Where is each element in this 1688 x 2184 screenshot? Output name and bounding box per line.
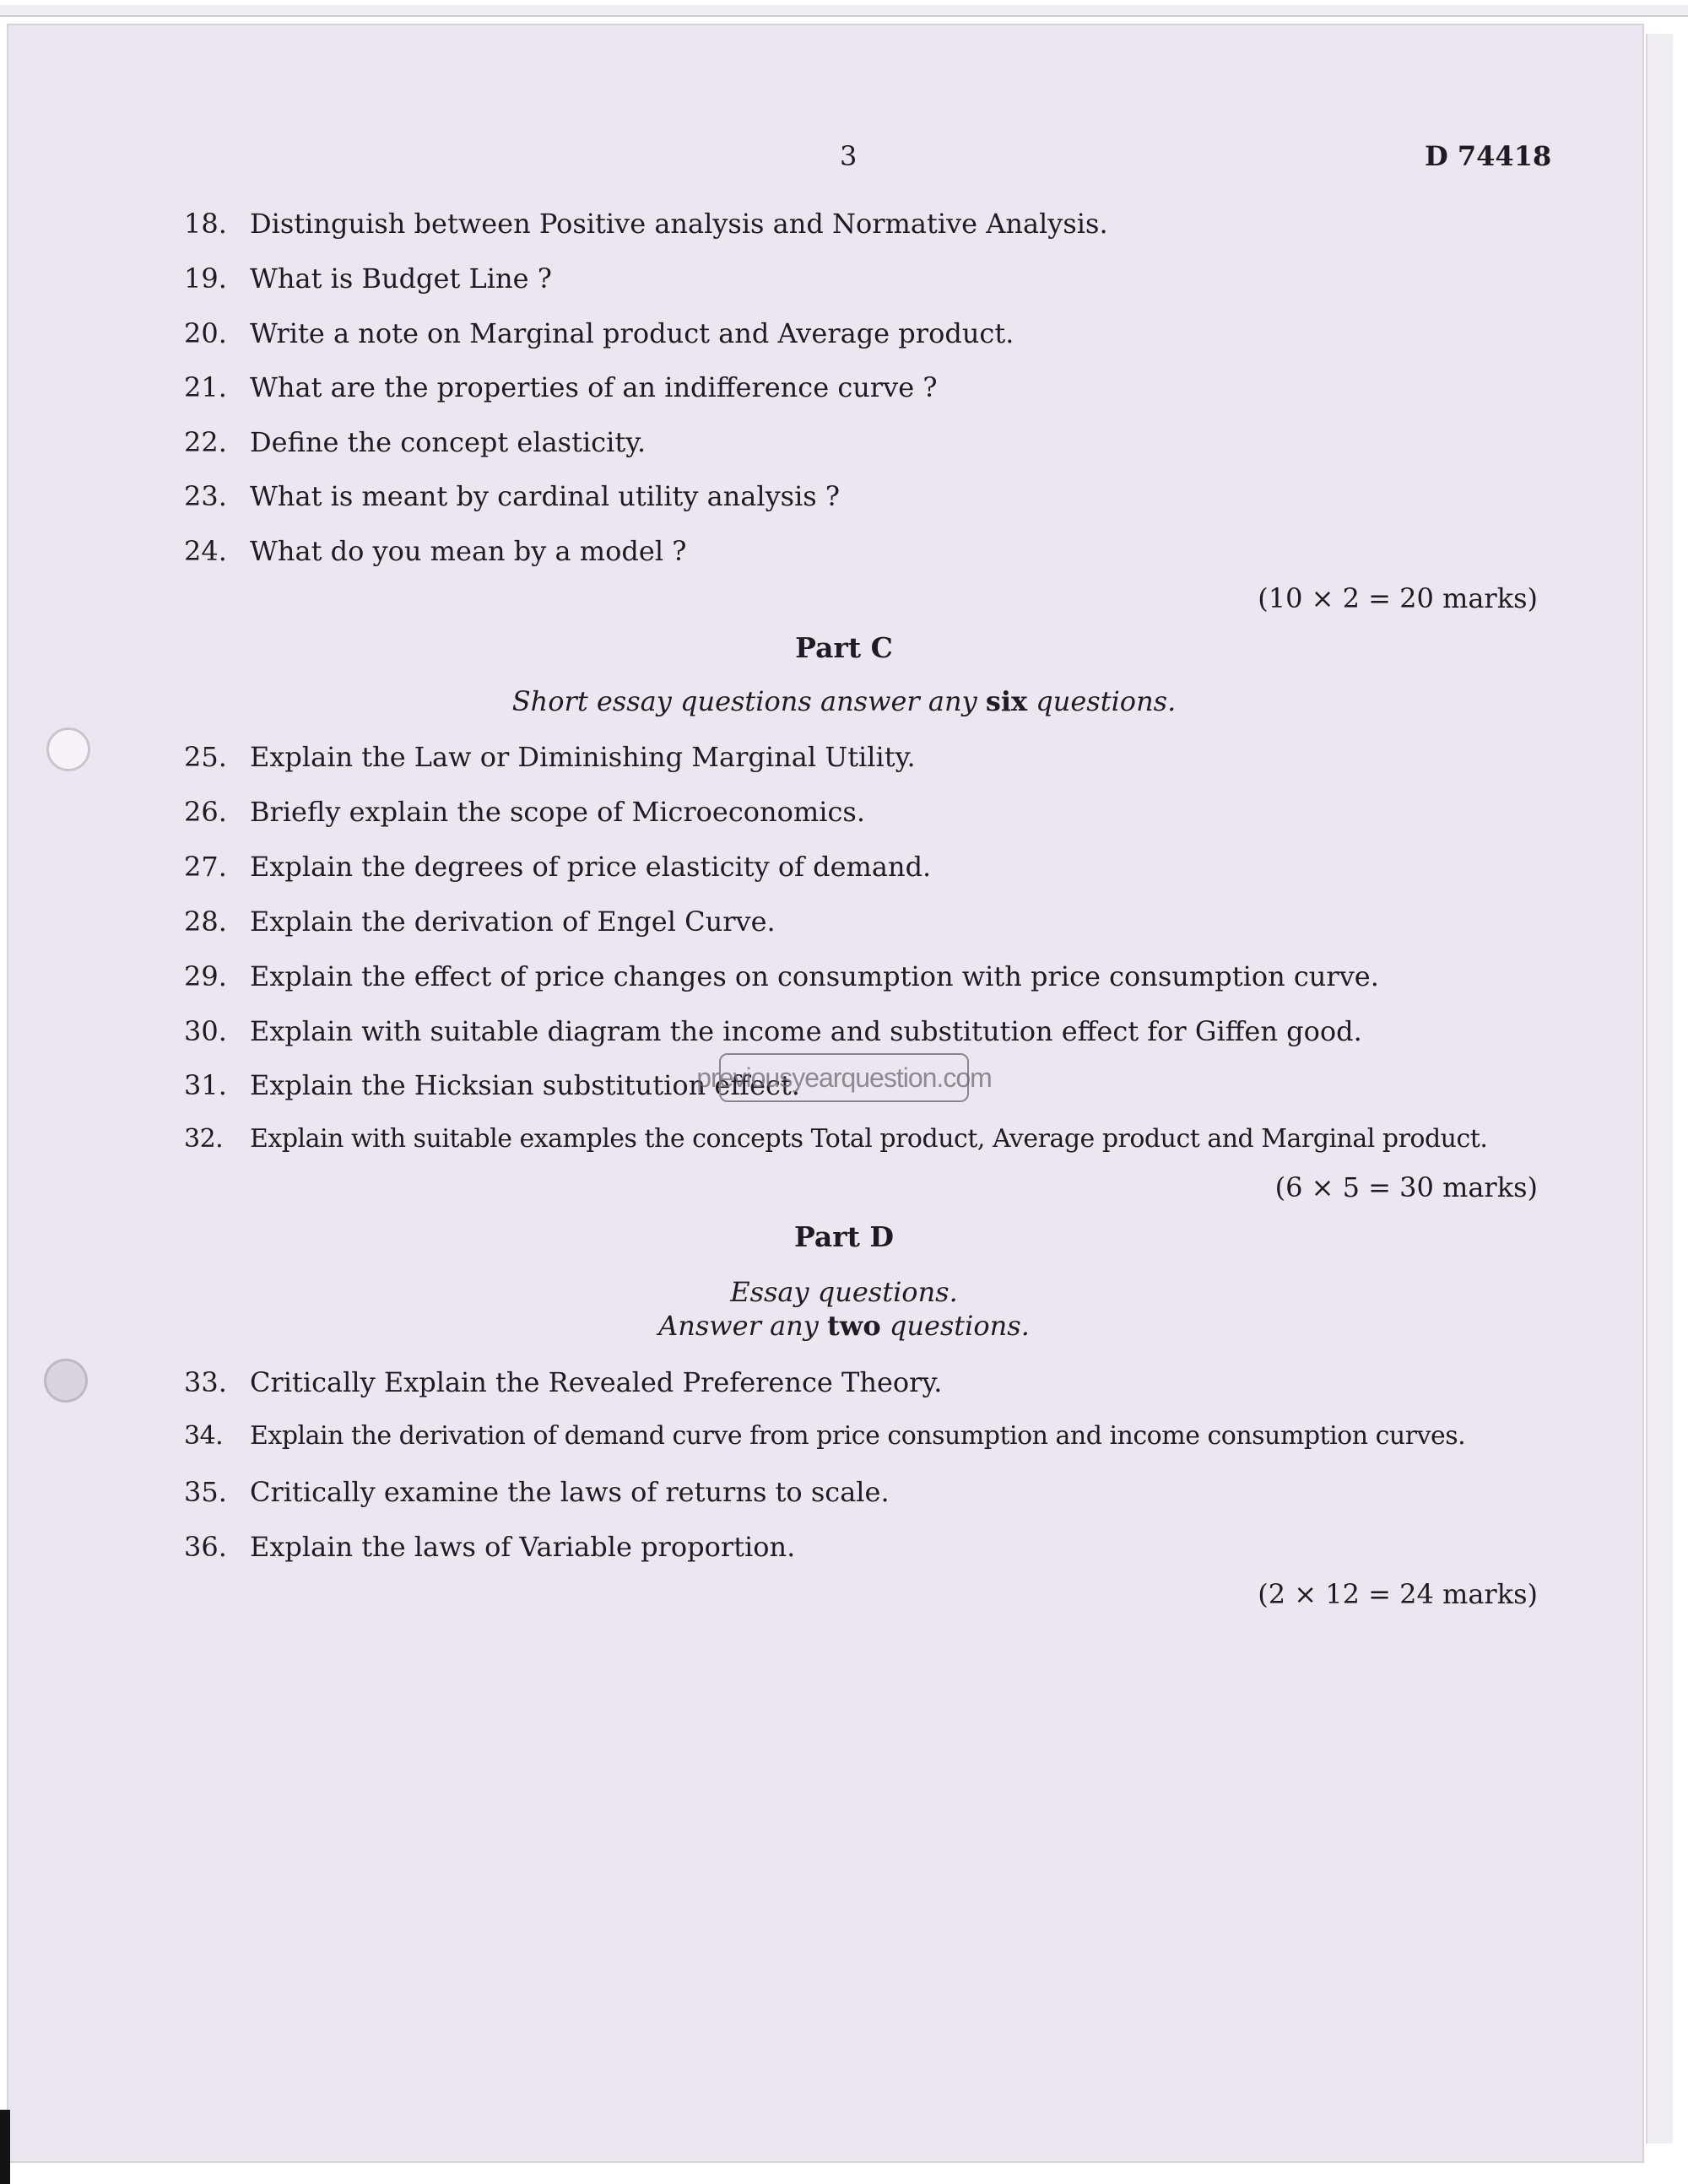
question-text: Critically examine the laws of returns to scale. [250,1476,890,1508]
question-text: What is Budget Line ? [250,262,552,295]
part-d-instruction-line2 [0,1310,1688,1342]
question-36 [184,1531,795,1563]
question-text: Briefly explain the scope of Microeconomics. [250,796,866,828]
question-number: 33. [184,1366,227,1398]
question-34 [184,1421,1465,1451]
question-number: 27. [184,851,227,883]
question-text: What are the properties of an indifference curve ? [250,371,938,403]
question-number: 20. [184,317,227,349]
question-number: 22. [184,426,227,458]
question-30 [184,1015,1362,1047]
question-text: Explain the degrees of price elasticity of demand. [250,851,932,883]
question-35 [184,1476,890,1508]
question-number: 32. [184,1124,224,1154]
question-text: Explain the Law or Diminishing Marginal Utility. [250,741,916,773]
question-text: Explain with suitable examples the concepts Total product, Average product and Marginal product. [250,1124,1488,1154]
question-18 [184,208,1108,240]
question-number: 35. [184,1476,227,1508]
part-b-marks: (10 × 2 = 20 marks) [1258,582,1538,614]
question-number: 19. [184,262,227,295]
question-text: What do you mean by a model ? [250,535,687,567]
question-19 [184,262,552,295]
part-c-title: Part C [795,631,893,664]
question-22 [184,426,646,458]
question-text: Explain the derivation of Engel Curve. [250,905,776,938]
question-32 [184,1124,1487,1154]
question-number: 18. [184,208,227,240]
question-text: Explain the effect of price changes on consumption with price consumption curve. [250,960,1379,992]
part-d-instruction-line1: Essay questions. [730,1276,958,1308]
question-number: 23. [184,480,227,512]
question-number: 21. [184,371,227,403]
question-25 [184,741,916,773]
instruction-text: Answer any [658,1310,827,1342]
page-number: 3 [840,140,858,172]
punch-hole-top [46,727,90,771]
instruction-emphasis: two [827,1310,881,1342]
question-29 [184,960,1379,992]
watermark-stamp: previousyearquestion.com [719,1053,969,1102]
instruction-text: questions. [1027,685,1177,717]
question-text: What is meant by cardinal utility analysis ? [250,480,841,512]
question-27 [184,851,931,883]
question-24 [184,535,686,567]
paper-top-edge [0,5,1688,17]
paper-right-edge [1646,34,1673,2143]
question-number: 28. [184,905,227,938]
question-text: Explain with suitable diagram the income and substitution effect for Giffen good. [250,1015,1362,1047]
instruction-text: Short essay questions answer any [511,685,986,717]
question-21 [184,371,937,403]
part-d-title: Part D [793,1220,895,1253]
question-number: 36. [184,1531,227,1563]
instruction-text: questions. [880,1310,1030,1342]
question-text: Distinguish between Positive analysis and Normative Analysis. [250,208,1108,240]
question-number: 29. [184,960,227,992]
question-28 [184,905,776,938]
instruction-emphasis: six [985,685,1028,717]
part-c-instruction [0,685,1688,717]
punch-hole-bottom [44,1359,88,1403]
question-number: 34. [184,1421,224,1451]
part-c-marks: (6 × 5 = 30 marks) [1274,1171,1538,1203]
question-text: Write a note on Marginal product and Average product. [250,317,1014,349]
part-d-marks: (2 × 12 = 24 marks) [1258,1578,1538,1610]
question-number: 30. [184,1015,227,1047]
question-text: Critically Explain the Revealed Preference Theory. [250,1366,943,1398]
question-number: 31. [184,1069,227,1101]
question-text: Explain the laws of Variable proportion. [250,1531,796,1563]
question-number: 24. [184,535,227,567]
question-20 [184,317,1014,349]
question-23 [184,480,840,512]
question-number: 25. [184,741,227,773]
question-text: Explain the derivation of demand curve from price consumption and income consumption curves. [250,1421,1466,1451]
paper-code: D 74418 [1425,140,1552,172]
question-26 [184,796,865,828]
question-33 [184,1366,942,1398]
question-text: Explain the Hicksian substitution effect. [250,1069,800,1101]
scan-shadow [0,2110,10,2184]
question-number: 26. [184,796,227,828]
question-text: Define the concept elasticity. [250,426,647,458]
